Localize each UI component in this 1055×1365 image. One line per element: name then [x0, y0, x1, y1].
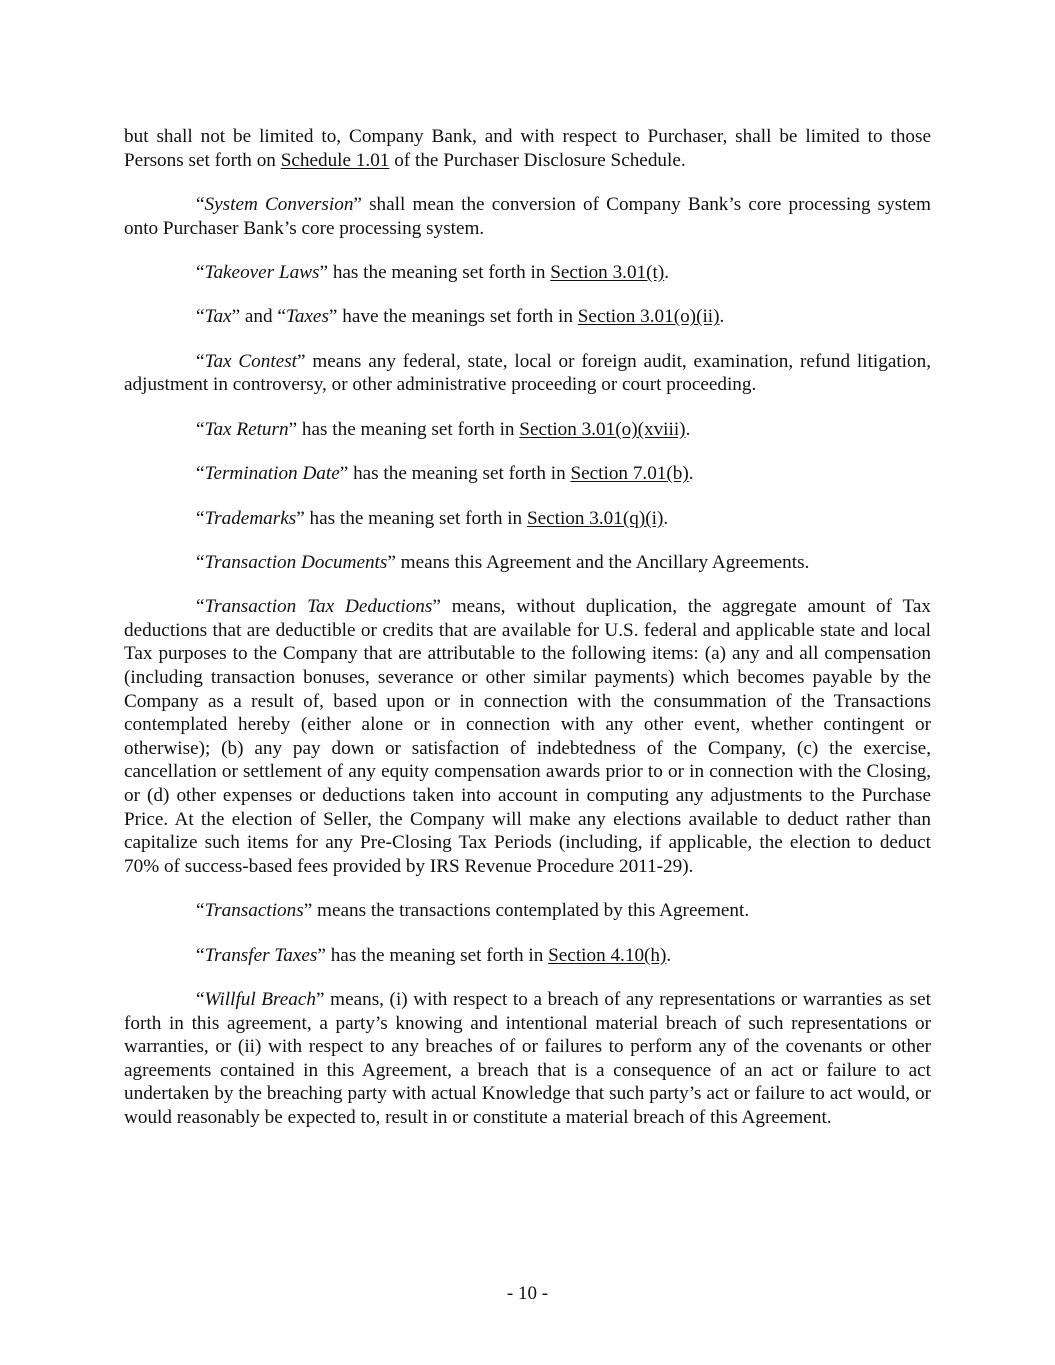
open-quote: “ [196, 989, 205, 1010]
definition-text: . [663, 507, 669, 529]
defined-term: Transactions [204, 900, 304, 922]
open-quote: “ [196, 261, 205, 283]
definition-text: . [664, 261, 670, 283]
section-reference: Section 3.01(t) [550, 261, 665, 283]
definition-transactions [124, 899, 931, 923]
definition-text: ” shall mean the conversion of Company Bank’s core processing system onto Purchaser Bank’s core processing system. [124, 193, 931, 239]
defined-term: Transfer Taxes [204, 944, 318, 966]
section-reference: Section 7.01(b) [570, 463, 689, 485]
open-quote: “ [196, 944, 205, 966]
open-quote: “ [196, 306, 205, 328]
defined-term: Tax [204, 306, 232, 328]
paragraph-text: but shall not be limited to, Company Bank, and with respect to Purchaser, shall be limited to those Persons set forth on [124, 126, 931, 171]
section-reference: Section 3.01(o)(xviii) [519, 418, 686, 440]
defined-term: Takeover Laws [204, 261, 320, 283]
definition-text: . [719, 306, 725, 328]
paragraph-text: of the Purchaser Disclosure Schedule. [389, 149, 686, 171]
defined-term: Transaction Tax Deductions [204, 596, 433, 618]
definition-text: ” has the meaning set forth in [319, 261, 551, 283]
section-reference: Section 3.01(o)(ii) [577, 306, 720, 328]
defined-term: Tax Contest [204, 350, 298, 372]
definition-text: ” means, (i) with respect to a breach of any representations or warranties as set forth in this agreement, a party’s knowing and intentional material breach of such representations or warranties, or (ii) with respect to any breaches of or failures to perform any of the covenants or other agreements contained in this Agreement, a breach that is a consequence of an act or failure to act undertaken by the breaching party with actual Knowledge that such party’s act or failure to act would, or would reasonably be expected to, result in or constitute a material breach of this Agreement. [124, 989, 931, 1128]
definition-text: ” and “ [231, 306, 286, 328]
defined-term: Willful Breach [204, 989, 317, 1010]
open-quote: “ [196, 596, 205, 618]
definition-system-conversion [124, 193, 931, 240]
definition-text: . [688, 463, 694, 485]
defined-term: Taxes [285, 306, 329, 328]
definition-tax [124, 305, 931, 329]
definition-trademarks [124, 507, 931, 531]
open-quote: “ [196, 551, 205, 573]
definition-text: ” means, without duplication, the aggregate amount of Tax deductions that are deductible or credits that are available for U.S. federal and applicable state and local Tax purposes to the Company that are attributable to the following items: (a) any and all compensation (including transaction bonuses, severance or other similar payments) which becomes payable by the Company as a result of, based upon or in connection with the consummation of the Transactions contemplated hereby (either alone or in connection with any other event, whether contingent or otherwise); (b) any pay down or satisfaction of indebtedness of the Company, (c) the exercise, cancellation or settlement of any equity compensation awards prior to or in connection with the Closing, or (d) other expenses or deductions taken into account in computing any adjustments to the Purchase Price. At the election of Seller, the Company will make any elections available to deduct rather than capitalize such items for any Pre-Closing Tax Periods (including, if applicable, the election to deduct 70% of success-based fees provided by IRS Revenue Procedure 2011-29). [124, 596, 931, 877]
open-quote: “ [196, 193, 205, 215]
definition-takeover-laws [124, 261, 931, 285]
definition-text: ” has the meaning set forth in [288, 418, 520, 440]
document-page [124, 125, 931, 1150]
definition-text: ” means any federal, state, local or foreign audit, examination, refund litigation, adjustment in controversy, or other administrative proceeding or court proceeding. [124, 350, 931, 396]
section-reference: Section 3.01(q)(i) [526, 507, 664, 529]
definition-transfer-taxes [124, 944, 931, 968]
schedule-reference: Schedule 1.01 [280, 149, 390, 171]
page-number: - 10 - [506, 1283, 549, 1304]
definition-termination-date [124, 462, 931, 486]
definition-tax-return [124, 418, 931, 442]
defined-term: Termination Date [204, 463, 340, 485]
defined-term: System Conversion [204, 193, 354, 215]
defined-term: Transaction Documents [204, 551, 388, 573]
defined-term: Tax Return [204, 418, 289, 440]
definition-transaction-tax-deductions [124, 595, 931, 878]
definition-text: ” has the meaning set forth in [317, 944, 549, 966]
definition-text: ” means this Agreement and the Ancillary Agreements. [387, 551, 810, 573]
open-quote: “ [196, 900, 205, 922]
open-quote: “ [196, 350, 205, 372]
open-quote: “ [196, 507, 205, 529]
definition-text: . [685, 418, 691, 440]
definition-text: . [666, 944, 672, 966]
definition-tax-contest [124, 350, 931, 397]
definition-text: ” means the transactions contemplated by this Agreement. [303, 900, 750, 922]
continuation-paragraph [124, 125, 931, 172]
definition-text: ” has the meaning set forth in [339, 463, 571, 485]
definition-transaction-documents [124, 551, 931, 575]
definition-willful-breach [124, 988, 931, 1130]
defined-term: Trademarks [204, 507, 297, 529]
section-reference: Section 4.10(h) [548, 944, 667, 966]
open-quote: “ [196, 463, 205, 485]
definition-text: ” has the meaning set forth in [296, 507, 527, 529]
open-quote: “ [196, 418, 205, 440]
definition-text: ” have the meanings set forth in [328, 306, 578, 328]
